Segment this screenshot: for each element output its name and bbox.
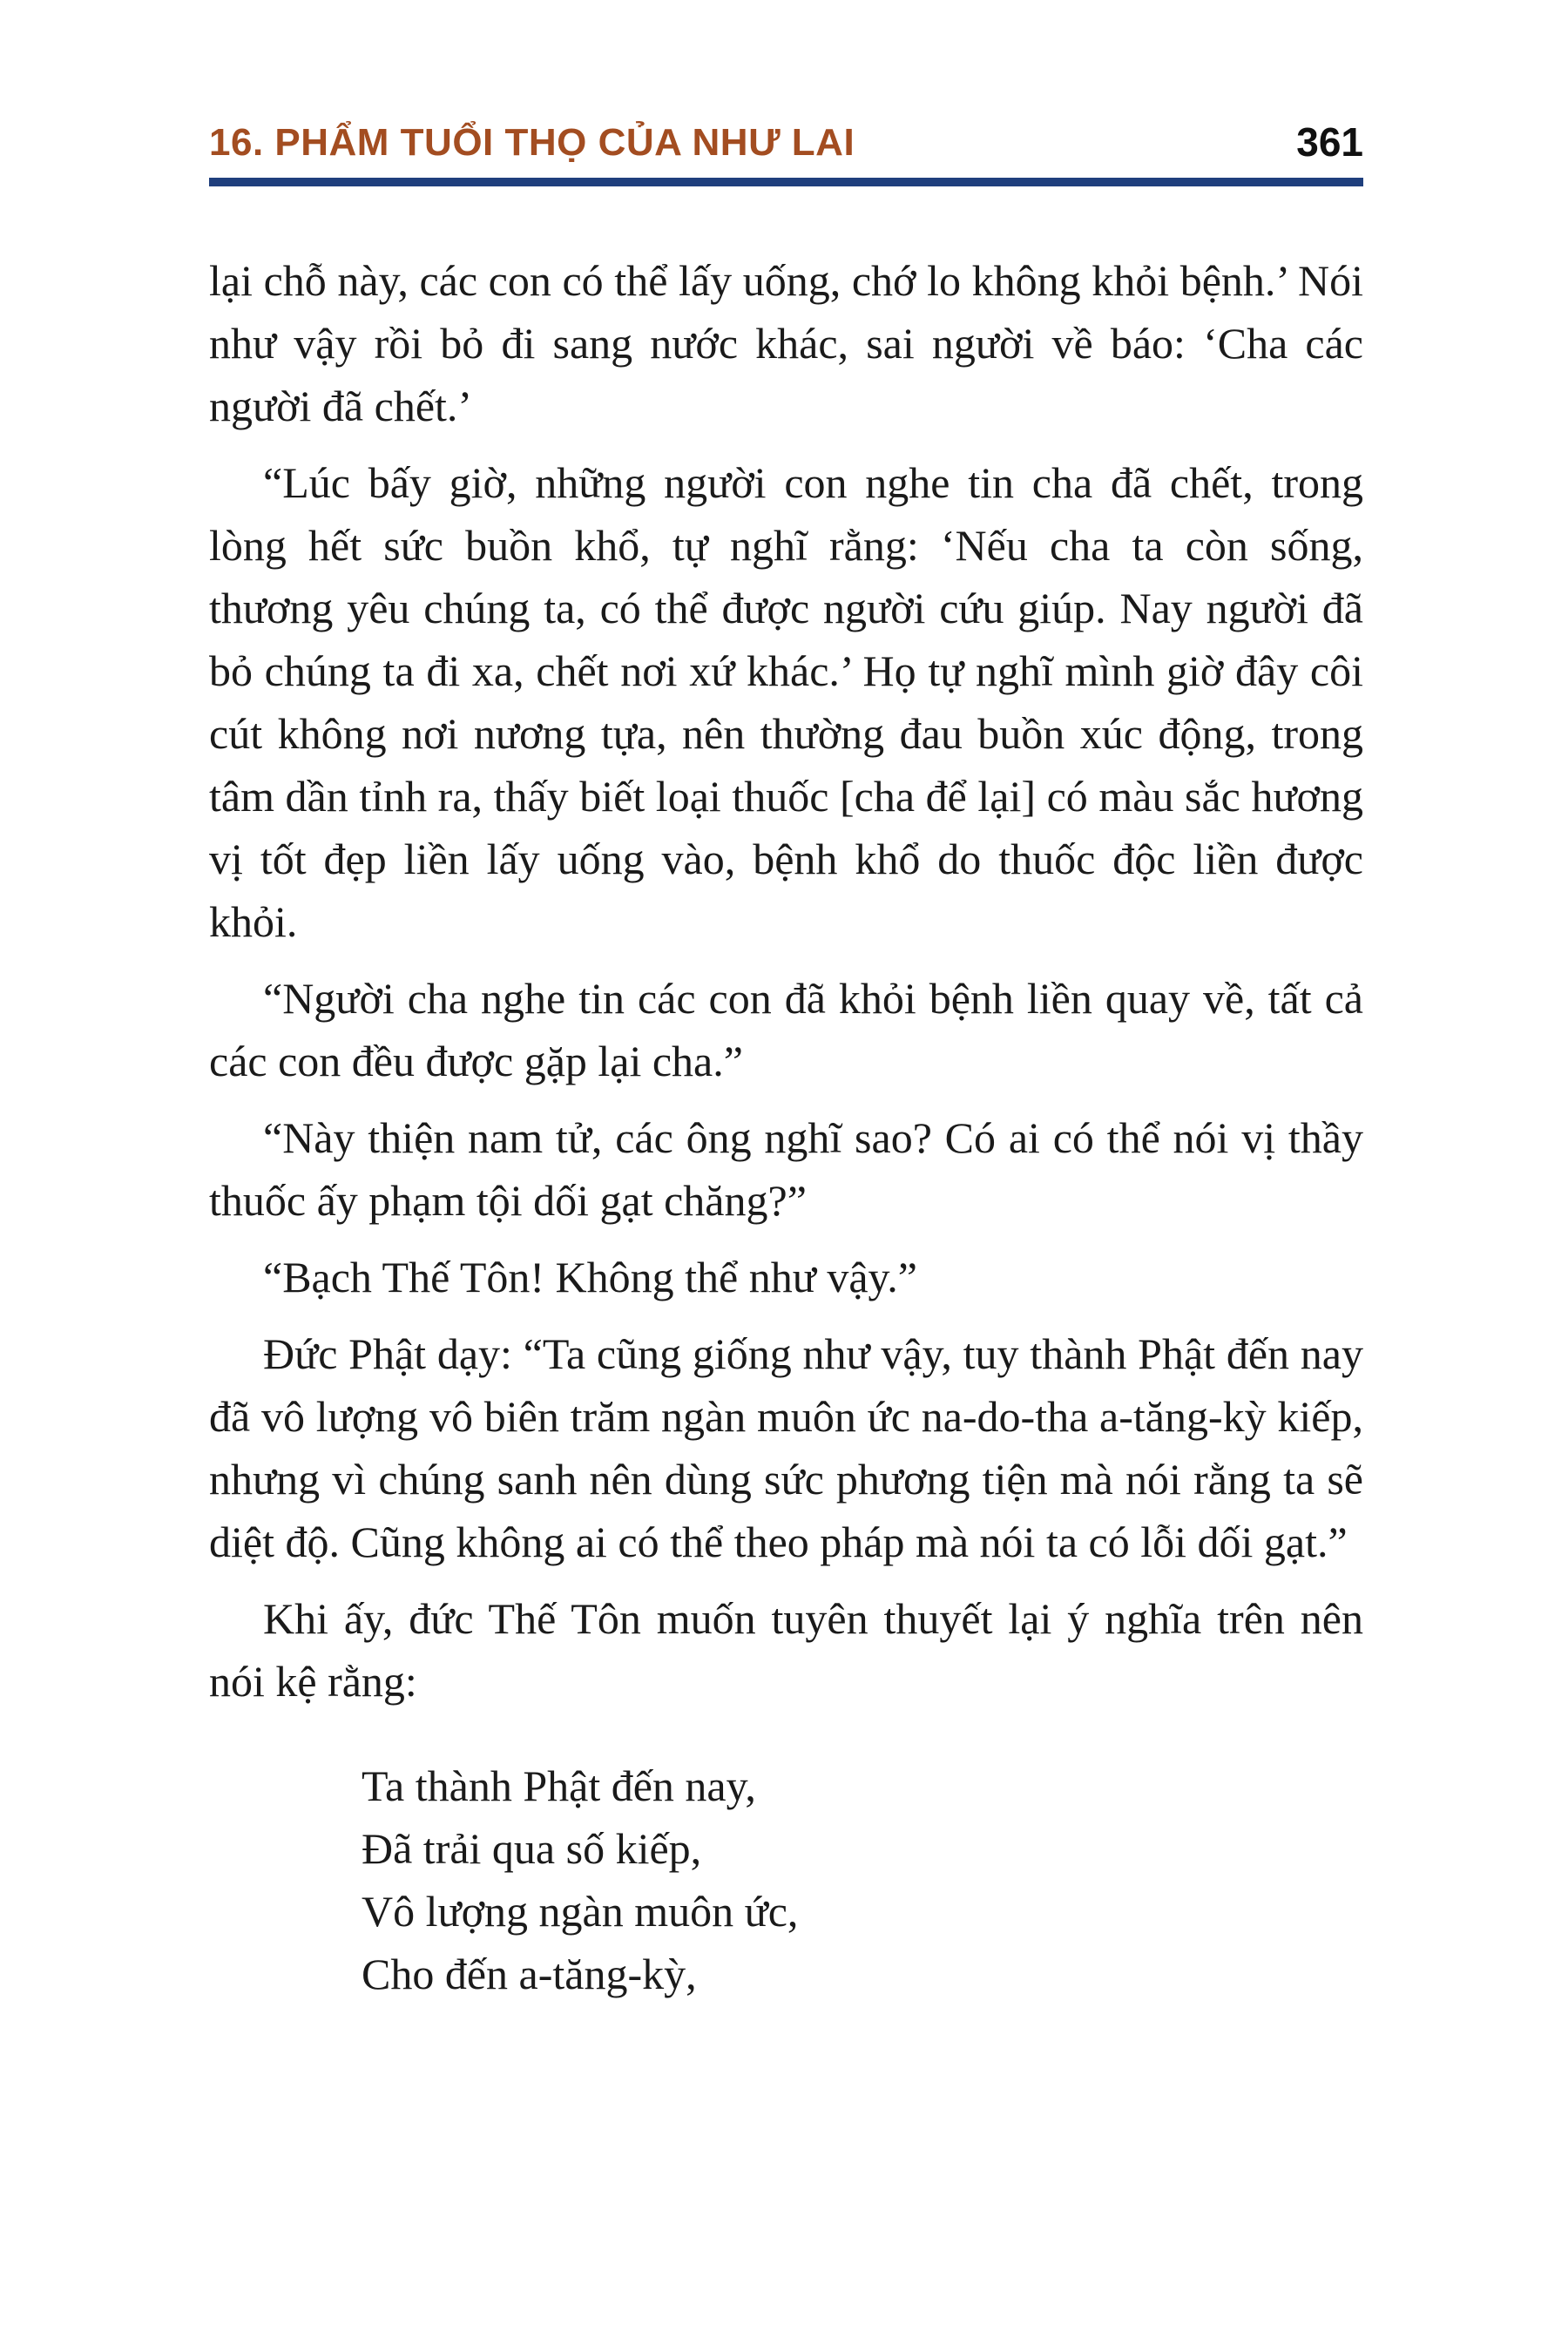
verse-line: Đã trải qua số kiếp, [362, 1823, 702, 1873]
body-paragraph: Đức Phật dạy: “Ta cũng giống như vậy, tuy thành Phật đến nay đã vô lượng vô biên trăm ngàn muôn ức na-do-tha a-tăng-kỳ kiếp, nhưng vì chúng sanh nên dùng sức phương tiện mà nói rằng ta sẽ diệt độ. Cũng không ai có thể theo pháp mà nói ta có lỗi dối gạt.” [209, 1328, 1363, 1566]
body-paragraph: “Này thiện nam tử, các ông nghĩ sao? Có ai có thể nói vị thầy thuốc ấy phạm tội dối gạt chăng?” [209, 1112, 1363, 1225]
body-paragraph: lại chỗ này, các con có thể lấy uống, chớ lo không khỏi bệnh.’ Nói như vậy rồi bỏ đi sang nước khác, sai người về báo: ‘Cha các người đã chết.’ [209, 255, 1363, 430]
body-paragraph: Khi ấy, đức Thế Tôn muốn tuyên thuyết lại ý nghĩa trên nên nói kệ rằng: [209, 1593, 1363, 1706]
verse-block [362, 1754, 1363, 2005]
chapter-title: 16. PHẨM TUỔI THỌ CỦA NHƯ LAI [209, 121, 855, 165]
page-header [209, 120, 1363, 165]
body-paragraph: “Người cha nghe tin các con đã khỏi bệnh liền quay về, tất cả các con đều được gặp lại cha.” [209, 973, 1363, 1085]
body-paragraph: “Lúc bấy giờ, những người con nghe tin cha đã chết, trong lòng hết sức buồn khổ, tự nghĩ rằng: ‘Nếu cha ta còn sống, thương yêu chúng ta, có thể được người cứu giúp. Nay người đã bỏ chúng ta đi xa, chết nơi xứ khác.’ Họ tự nghĩ mình giờ đây côi cút không nơi nương tựa, nên thường đau buồn xúc động, trong tâm dần tỉnh ra, thấy biết loại thuốc [cha để lại] có màu sắc hương vị tốt đẹp liền lấy uống vào, bệnh khổ do thuốc độc liền được khỏi. [209, 457, 1363, 946]
page-number: 361 [1296, 119, 1363, 165]
verse-line: Vô lượng ngàn muôn ức, [362, 1886, 799, 1936]
body-paragraph: “Bạch Thế Tôn! Không thể như vậy.” [263, 1252, 917, 1301]
body-text-block [209, 249, 1363, 2005]
verse-line: Cho đến a-tăng-kỳ, [362, 1949, 697, 1998]
verse-line: Ta thành Phật đến nay, [362, 1761, 756, 1810]
header-divider-rule [209, 178, 1363, 186]
